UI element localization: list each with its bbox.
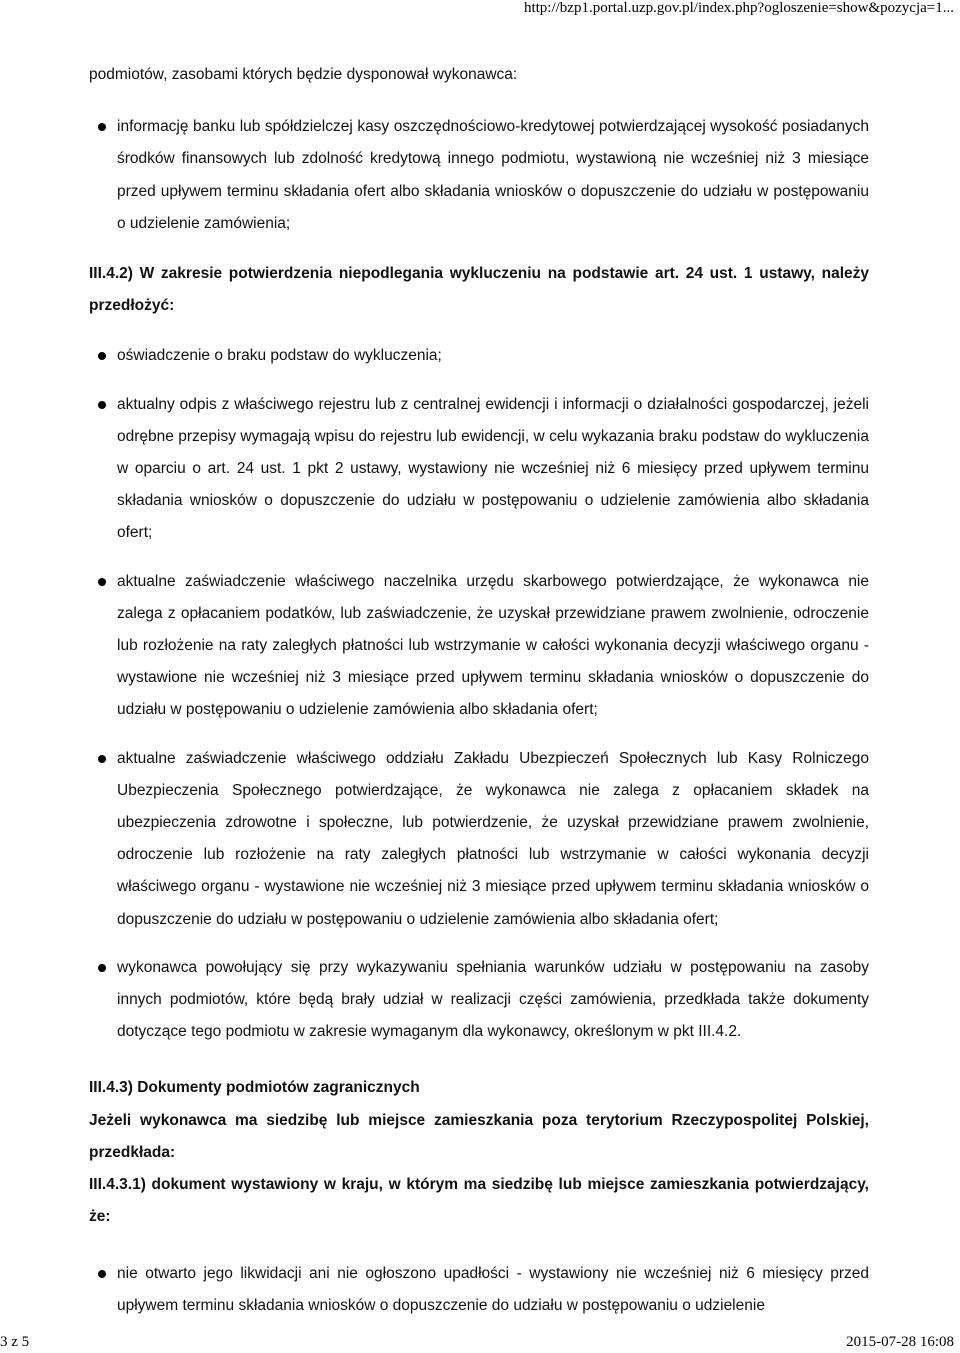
list-item: aktualne zaświadczenie właściwego oddziału Zakładu Ubezpieczeń Społecznych lub Kasy Rolniczego Ubezpieczenia Społecznego potwierdzające, że wykonawca nie zalega z opłacaniem składek na ubezpieczenia zdrowotne i społeczne, lub potwierdzenie, że uzyskał przewidziane prawem zwolnienie, odroczenie lub rozłożenie na raty zaległych płatności lub wstrzymanie w całości wykonania decyzji właściwego organu - wystawione nie wcześniej niż 3 miesiące przed upływem terminu składania wniosków o dopuszczenie do udziału w postępowaniu o udzielenie zamówienia albo składania ofert; — [89, 743, 869, 936]
document-body — [89, 59, 869, 1322]
bullet-icon — [98, 755, 106, 763]
page-url: http://bzp1.portal.uzp.gov.pl/index.php?ogloszenie=show&pozycja=1... — [523, 0, 954, 16]
list-item: oświadczenie o braku podstaw do wykluczenia; — [89, 340, 869, 372]
bullet-icon — [98, 352, 106, 360]
list-item: wykonawca powołujący się przy wykazywaniu spełniania warunków udziału w postępowaniu na zasoby innych podmiotów, które będą brały udział w realizacji części zamówienia, przedkłada także dokumenty dotyczące tego podmiotu w zakresie wymaganym dla wykonawcy, określonym w pkt III.4.2. — [89, 952, 869, 1049]
bullet-list-1 — [89, 111, 869, 240]
list-item: informację banku lub spółdzielczej kasy oszczędnościowo-kredytowej potwierdzającej wysokość posiadanych środków finansowych lub zdolność kredytową innego podmiotu, wystawioną nie wcześniej niż 3 miesiące przed upływem terminu składania ofert albo składania wniosków o dopuszczenie do udziału w postępowaniu o udzielenie zamówienia; — [89, 111, 869, 240]
bullet-icon — [98, 964, 106, 972]
list-item: aktualne zaświadczenie właściwego naczelnika urzędu skarbowego potwierdzające, że wykonawca nie zalega z opłacaniem podatków, lub zaświadczenie, że uzyskał przewidziane prawem zwolnienie, odroczenie lub rozłożenie na raty zaległych płatności lub wstrzymanie w całości wykonania decyzji właściwego organu - wystawione nie wcześniej niż 3 miesiące przed upływem terminu składania wniosków o dopuszczenie do udziału w postępowaniu o udzielenie zamówienia albo składania ofert; — [89, 566, 869, 727]
bullet-icon — [98, 123, 106, 131]
bullet-list-3 — [89, 1258, 869, 1322]
section-heading-3431: III.4.3.1) dokument wystawiony w kraju, w którym ma siedzibę lub miejsce zamieszkania potwierdzający, że: — [89, 1176, 869, 1226]
print-datetime: 2015-07-28 16:08 — [846, 1334, 954, 1350]
section-text-343: Jeżeli wykonawca ma siedzibę lub miejsce zamieszkania poza terytorium Rzeczypospolitej Polskiej, przedkłada: — [89, 1111, 869, 1161]
section-heading-342: III.4.2) W zakresie potwierdzenia niepodlegania wykluczeniu na podstawie art. 24 ust. 1 ustawy, należy przedłożyć: — [89, 265, 869, 315]
page-number: 3 z 5 — [0, 1334, 30, 1350]
bullet-icon — [98, 401, 106, 409]
intro-text: podmiotów, zasobami których będzie dysponował wykonawca: — [89, 66, 518, 83]
bullet-icon — [98, 578, 106, 586]
bullet-icon — [98, 1270, 106, 1278]
list-item: aktualny odpis z właściwego rejestru lub z centralnej ewidencji i informacji o działalności gospodarczej, jeżeli odrębne przepisy wymagają wpisu do rejestru lub ewidencji, w celu wykazania braku podstaw do wykluczenia w oparciu o art. 24 ust. 1 pkt 2 ustawy, wystawiony nie wcześniej niż 6 miesięcy przed upływem terminu składania wniosków o dopuszczenie do udziału w postępowaniu o udzielenie zamówienia albo składania ofert; — [89, 389, 869, 550]
bullet-list-2 — [89, 340, 869, 1048]
list-item: nie otwarto jego likwidacji ani nie ogłoszono upadłości - wystawiony nie wcześniej niż 6 miesięcy przed upływem terminu składania wniosków o dopuszczenie do udziału w postępowaniu o udzielenie — [89, 1258, 869, 1322]
section-heading-343: III.4.3) Dokumenty podmiotów zagranicznych — [89, 1079, 420, 1097]
